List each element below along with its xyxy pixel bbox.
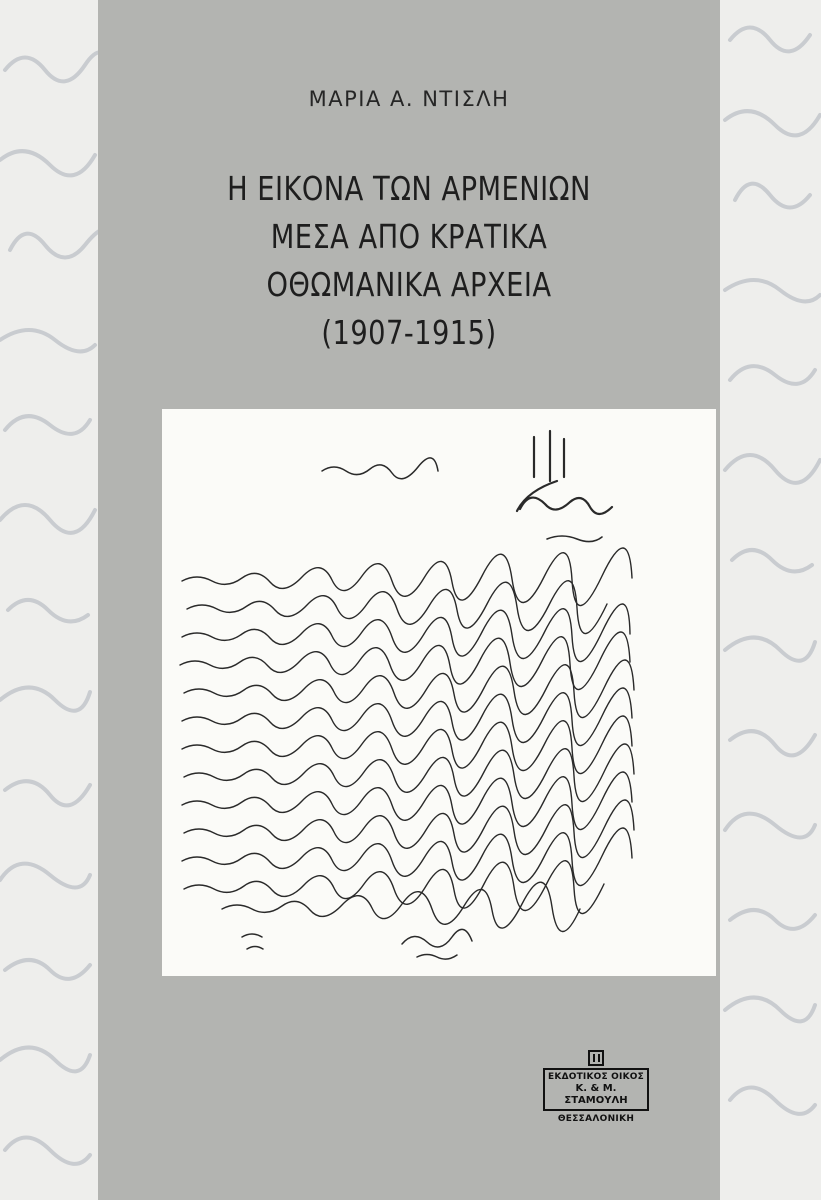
publisher-mark-icon bbox=[588, 1050, 604, 1066]
publisher-logo bbox=[543, 1050, 649, 1124]
publisher-city: ΘΕΣΣΑΛΟΝΙΚΗ bbox=[557, 1114, 635, 1124]
author-name: ΜΑΡΙΑ Α. ΝΤΙΣΛΗ bbox=[308, 87, 510, 111]
manuscript-art bbox=[162, 409, 716, 976]
ottoman-manuscript-image bbox=[162, 409, 716, 976]
title-line-2: ΜΕΣΑ ΑΠΟ ΚΡΑΤΙΚΑ bbox=[270, 217, 548, 256]
book-title bbox=[98, 165, 720, 357]
title-line-1: Η ΕΙΚΟΝΑ ΤΩΝ ΑΡΜΕΝΙΩΝ bbox=[227, 169, 591, 208]
title-line-4: (1907-1915) bbox=[321, 313, 497, 352]
publisher-line1: ΕΚΔΟΤΙΚΟΣ ΟΙΚΟΣ bbox=[548, 1072, 644, 1082]
publisher-name-box bbox=[543, 1068, 649, 1111]
title-line-3: ΟΘΩΜΑΝΙΚΑ ΑΡΧΕΙΑ bbox=[266, 265, 552, 304]
publisher-line2: Κ. & Μ. ΣΤΑΜΟΥΛΗ bbox=[564, 1083, 628, 1106]
